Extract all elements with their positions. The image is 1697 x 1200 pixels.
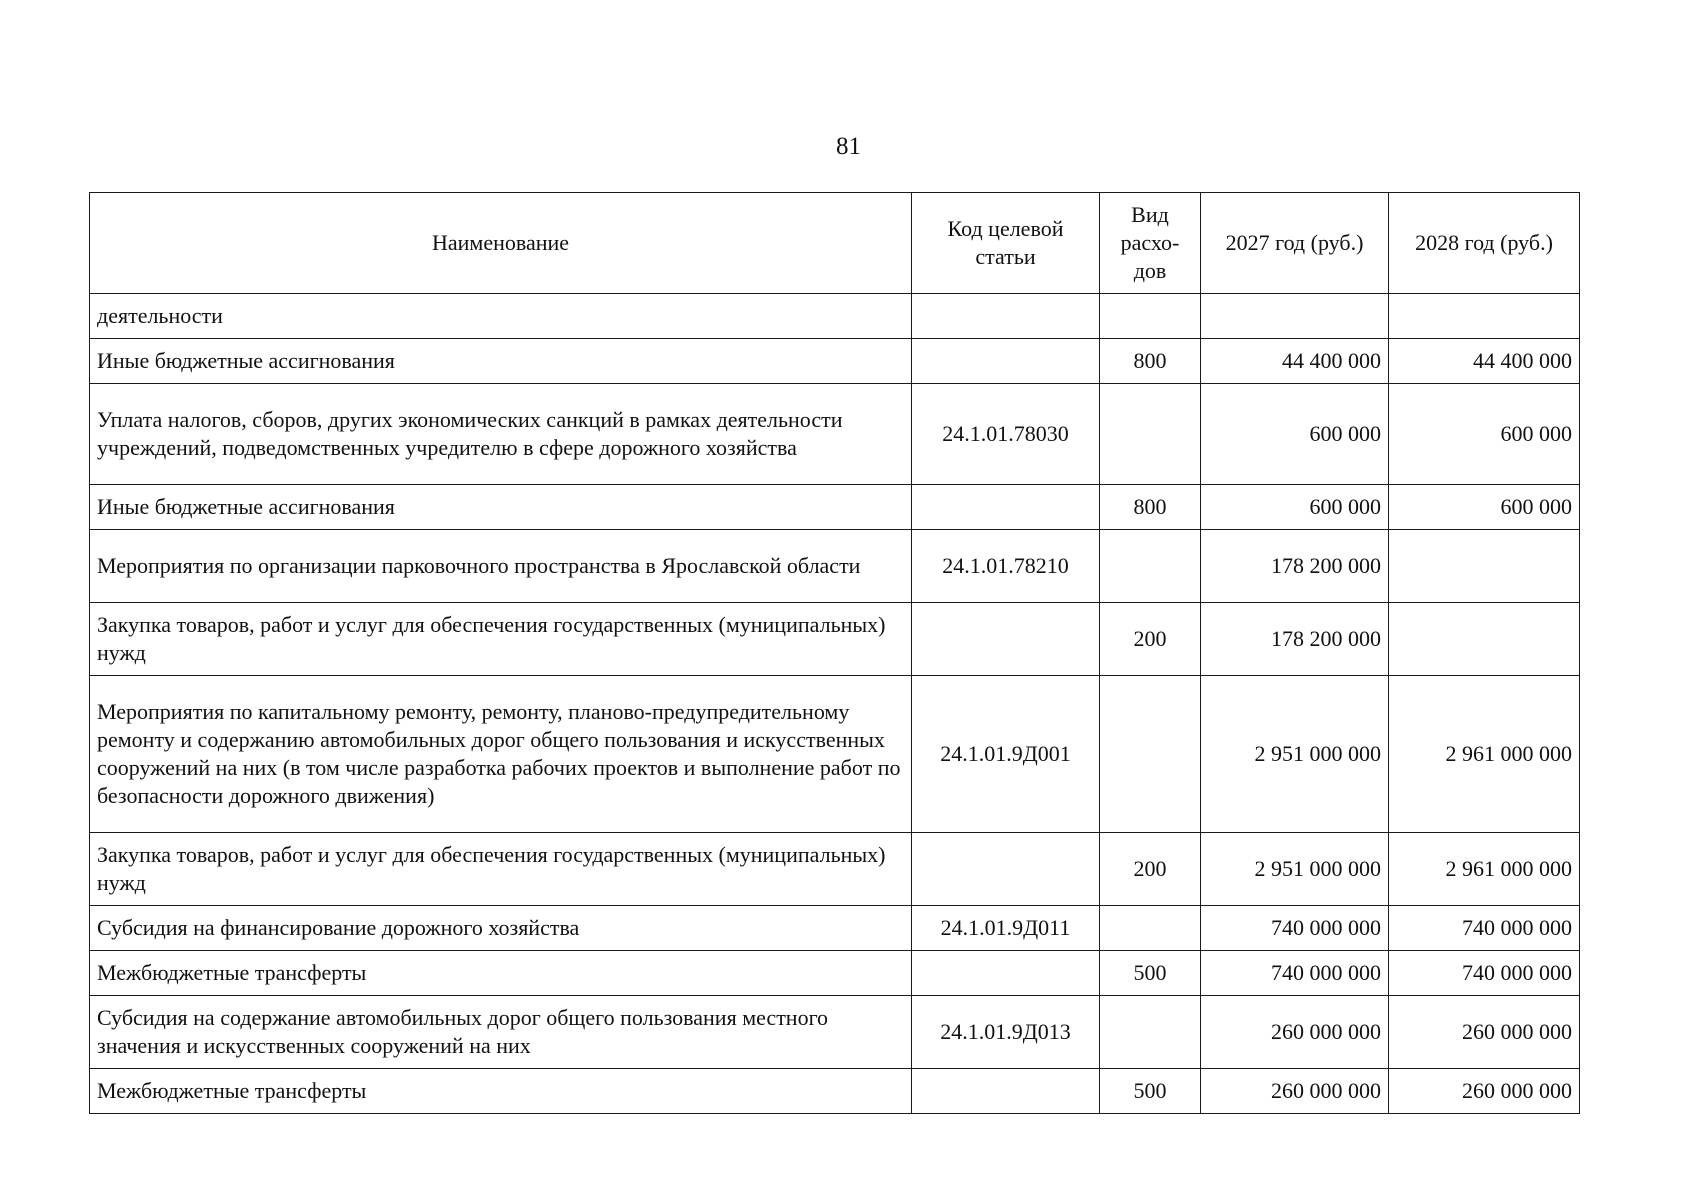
table-header-row xyxy=(90,193,1580,294)
row-code xyxy=(912,339,1100,384)
row-code xyxy=(912,1069,1100,1114)
row-2027: 260 000 000 xyxy=(1201,1069,1389,1114)
row-code xyxy=(912,951,1100,996)
row-kind: 800 xyxy=(1100,485,1201,530)
row-kind xyxy=(1100,906,1201,951)
row-2027: 2 951 000 000 xyxy=(1201,833,1389,906)
row-code xyxy=(912,485,1100,530)
row-kind xyxy=(1100,384,1201,485)
row-kind xyxy=(1100,530,1201,603)
row-2028: 44 400 000 xyxy=(1389,339,1580,384)
row-2028: 2 961 000 000 xyxy=(1389,676,1580,833)
row-2027: 740 000 000 xyxy=(1201,951,1389,996)
row-2028: 740 000 000 xyxy=(1389,951,1580,996)
row-2027: 260 000 000 xyxy=(1201,996,1389,1069)
header-code: Код целевой статьи xyxy=(912,193,1100,294)
row-name: Субсидия на финансирование дорожного хозяйства xyxy=(90,906,912,951)
row-name: Уплата налогов, сборов, других экономических санкций в рамках деятельности учреждений, подведомственных учредителю в сфере дорожного хозяйства xyxy=(90,384,912,485)
row-name: Мероприятия по организации парковочного пространства в Ярославской области xyxy=(90,530,912,603)
row-2028: 2 961 000 000 xyxy=(1389,833,1580,906)
row-code xyxy=(912,294,1100,339)
row-kind: 200 xyxy=(1100,603,1201,676)
row-name: Закупка товаров, работ и услуг для обеспечения государственных (муниципальных) нужд xyxy=(90,833,912,906)
row-code: 24.1.01.9Д011 xyxy=(912,906,1100,951)
row-2027: 2 951 000 000 xyxy=(1201,676,1389,833)
row-code xyxy=(912,833,1100,906)
row-2028: 600 000 xyxy=(1389,485,1580,530)
row-kind: 200 xyxy=(1100,833,1201,906)
row-2027: 740 000 000 xyxy=(1201,906,1389,951)
row-code: 24.1.01.78030 xyxy=(912,384,1100,485)
row-code: 24.1.01.9Д001 xyxy=(912,676,1100,833)
row-name: Иные бюджетные ассигнования xyxy=(90,339,912,384)
budget-table xyxy=(89,192,1580,1114)
row-name: Межбюджетные трансферты xyxy=(90,951,912,996)
table-row xyxy=(90,906,1580,951)
table-row xyxy=(90,603,1580,676)
header-kind: Вид расхо-дов xyxy=(1100,193,1201,294)
header-name: Наименование xyxy=(90,193,912,294)
row-kind xyxy=(1100,996,1201,1069)
table-row xyxy=(90,996,1580,1069)
row-name: Закупка товаров, работ и услуг для обеспечения государственных (муниципальных) нужд xyxy=(90,603,912,676)
table-row xyxy=(90,951,1580,996)
table-row xyxy=(90,294,1580,339)
row-name: Мероприятия по капитальному ремонту, ремонту, планово-предупредительному ремонту и содержанию автомобильных дорог общего пользования и искусственных сооружений на них (в том числе разработка рабочих проектов и выполнение работ по безопасности дорожного движения) xyxy=(90,676,912,833)
row-2028: 260 000 000 xyxy=(1389,996,1580,1069)
row-2028: 600 000 xyxy=(1389,384,1580,485)
header-year-2027: 2027 год (руб.) xyxy=(1201,193,1389,294)
table-row xyxy=(90,530,1580,603)
table-row xyxy=(90,339,1580,384)
row-name: Субсидия на содержание автомобильных дорог общего пользования местного значения и искусственных сооружений на них xyxy=(90,996,912,1069)
row-code xyxy=(912,603,1100,676)
row-2028: 740 000 000 xyxy=(1389,906,1580,951)
row-code: 24.1.01.9Д013 xyxy=(912,996,1100,1069)
row-2027: 44 400 000 xyxy=(1201,339,1389,384)
row-kind: 800 xyxy=(1100,339,1201,384)
row-2027 xyxy=(1201,294,1389,339)
row-2027: 600 000 xyxy=(1201,485,1389,530)
table-row xyxy=(90,1069,1580,1114)
row-2028: 260 000 000 xyxy=(1389,1069,1580,1114)
row-2028 xyxy=(1389,603,1580,676)
row-2027: 178 200 000 xyxy=(1201,603,1389,676)
row-kind: 500 xyxy=(1100,1069,1201,1114)
table-row xyxy=(90,384,1580,485)
row-code: 24.1.01.78210 xyxy=(912,530,1100,603)
row-name: деятельности xyxy=(90,294,912,339)
header-year-2028: 2028 год (руб.) xyxy=(1389,193,1580,294)
row-kind xyxy=(1100,294,1201,339)
row-2027: 178 200 000 xyxy=(1201,530,1389,603)
row-kind xyxy=(1100,676,1201,833)
table-row xyxy=(90,676,1580,833)
row-2028 xyxy=(1389,530,1580,603)
row-2027: 600 000 xyxy=(1201,384,1389,485)
table-row xyxy=(90,485,1580,530)
row-2028 xyxy=(1389,294,1580,339)
row-name: Межбюджетные трансферты xyxy=(90,1069,912,1114)
page-number: 81 xyxy=(836,133,861,160)
row-kind: 500 xyxy=(1100,951,1201,996)
table-row xyxy=(90,833,1580,906)
row-name: Иные бюджетные ассигнования xyxy=(90,485,912,530)
